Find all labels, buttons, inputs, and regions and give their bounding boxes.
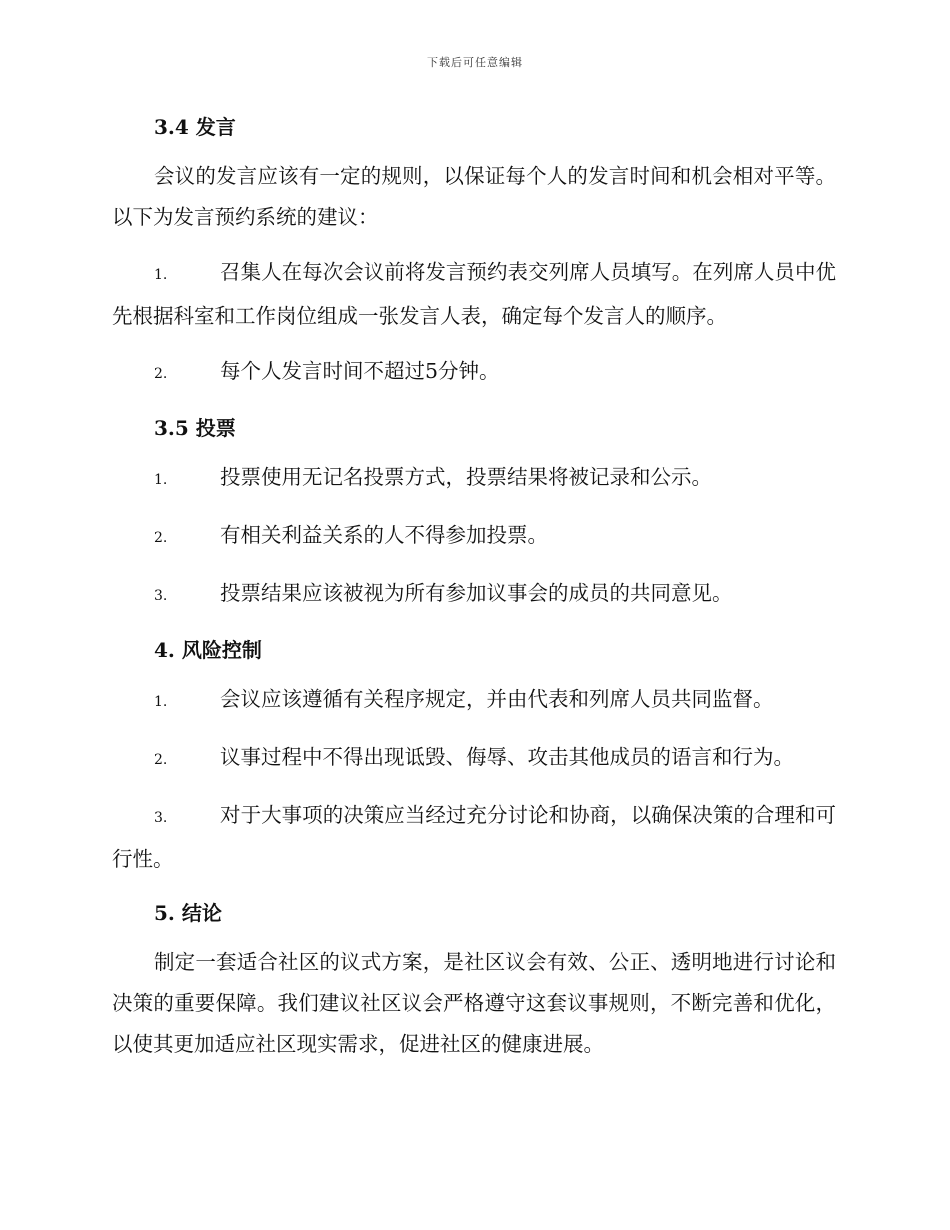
list-item-text: 会议应该遵循有关程序规定，并由代表和列席人员共同监督。 (220, 687, 774, 711)
section-heading-4: 4. 风险控制 (154, 638, 262, 662)
list-item (112, 679, 836, 723)
list-item-number: 2. (154, 530, 168, 546)
section-5-body: 制定一套适合社区的议式方案，是社区议会有效、公正、透明地进行讨论和决策的重要保障。我们建议社区议会严格遵守这套议事规则，不断完善和优化，以使其更加适应社区现实需求，促进社区的健康进展。 (112, 950, 836, 1056)
section-heading-3-5: 3.5 投票 (154, 416, 236, 440)
list-item (112, 457, 836, 501)
section-3-4-intro: 会议的发言应该有一定的规则，以保证每个人的发言时间和机会相对平等。以下为发言预约系统的建议： (112, 164, 836, 229)
page-header: 下载后可任意编辑 (427, 56, 523, 69)
document-body (112, 108, 836, 1079)
list-item-number: 2. (154, 366, 168, 382)
list-item-text: 召集人在每次会议前将发言预约表交列席人员填写。在列席人员中优先根据科室和工作岗位组成一张发言人表，确定每个发言人的顺序。 (112, 260, 836, 328)
list-item-number: 2. (154, 752, 168, 768)
list-item-text: 投票结果应该被视为所有参加议事会的成员的共同意见。 (220, 581, 733, 605)
list-item-text: 每个人发言时间不超过5分钟。 (220, 359, 500, 383)
list-item-text: 对于大事项的决策应当经过充分讨论和协商，以确保决策的合理和可行性。 (112, 803, 836, 871)
section-heading-3-4: 3.4 发言 (154, 115, 236, 139)
list-item (112, 515, 836, 559)
list-item (112, 795, 836, 880)
section-heading-5: 5. 结论 (154, 901, 222, 925)
list-item (112, 351, 836, 395)
list-item (112, 737, 836, 781)
list-item-text: 议事过程中不得出现诋毁、侮辱、攻击其他成员的语言和行为。 (220, 745, 794, 769)
list-item-number: 1. (154, 267, 168, 283)
list-item-text: 投票使用无记名投票方式，投票结果将被记录和公示。 (220, 465, 712, 489)
list-item-text: 有相关利益关系的人不得参加投票。 (220, 523, 548, 547)
list-item-number: 1. (154, 472, 168, 488)
list-item-number: 3. (154, 810, 168, 826)
list-item-number: 3. (154, 588, 168, 604)
list-item (112, 252, 836, 337)
list-item-number: 1. (154, 694, 168, 710)
list-item (112, 573, 836, 617)
